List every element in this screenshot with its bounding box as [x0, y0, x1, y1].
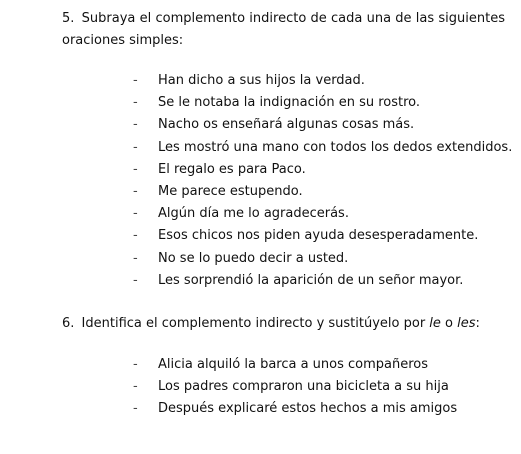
bullet-dash: - — [133, 272, 138, 288]
sentence-text: Les mostró una mano con todos los dedos extendidos. — [158, 139, 513, 155]
exercise-5-number: 5. — [62, 11, 75, 26]
list-item — [0, 225, 521, 247]
exercise-6-sentence-list — [0, 354, 521, 421]
list-item — [0, 248, 521, 270]
bullet-dash: - — [133, 250, 138, 266]
exercise-5-instruction: Subraya el complemento indirecto de cada una de las siguientes oraciones simples: — [62, 11, 505, 48]
sentence-text: Les sorprendió la aparición de un señor mayor. — [158, 272, 464, 288]
sentence-text: Algún día me lo agradecerás. — [158, 206, 349, 222]
instruction-colon: : — [475, 316, 480, 331]
sentence-text: No se lo puedo decir a usted. — [158, 250, 349, 266]
list-item — [0, 398, 521, 420]
sentence-text: El regalo es para Paco. — [158, 161, 306, 177]
pronoun-les: les — [457, 316, 476, 331]
bullet-dash: - — [133, 161, 138, 177]
connector-o: o — [440, 316, 458, 331]
exercise-6-instruction: Identifica el complemento indirecto y sustitúyelo por — [81, 316, 430, 331]
bullet-dash: - — [133, 228, 138, 244]
list-item — [0, 270, 521, 292]
list-item — [0, 92, 521, 114]
sentence-text: Me parece estupendo. — [158, 183, 303, 199]
list-item — [0, 181, 521, 203]
list-item — [0, 114, 521, 136]
exercise-6-number: 6. — [62, 316, 75, 331]
exercise-5-sentence-list — [0, 70, 521, 292]
exercise-5-heading — [62, 8, 505, 52]
bullet-dash: - — [133, 95, 138, 111]
list-item — [0, 137, 521, 159]
bullet-dash: - — [133, 357, 138, 372]
sentence-text: Esos chicos nos piden ayuda desesperadamente. — [158, 228, 479, 244]
list-item — [0, 70, 521, 92]
pronoun-le: le — [429, 316, 441, 331]
bullet-dash: - — [133, 117, 138, 133]
sentence-text: Alicia alquiló la barca a unos compañeros — [158, 357, 429, 372]
bullet-dash: - — [133, 139, 138, 155]
sentence-text: Después explicaré estos hechos a mis amigos — [158, 401, 458, 417]
list-item — [0, 159, 521, 181]
sentence-text: Han dicho a sus hijos la verdad. — [158, 73, 365, 88]
list-item — [0, 203, 521, 225]
bullet-dash: - — [133, 379, 138, 395]
list-item — [0, 376, 521, 398]
bullet-dash: - — [133, 206, 138, 222]
bullet-dash: - — [133, 401, 138, 417]
sentence-text: Se le notaba la indignación en su rostro. — [158, 95, 421, 111]
sentence-text: Nacho os enseñará algunas cosas más. — [158, 117, 415, 133]
sentence-text: Los padres compraron una bicicleta a su hija — [158, 379, 449, 395]
exercise-6-heading — [62, 313, 505, 335]
list-item — [0, 354, 521, 376]
bullet-dash: - — [133, 73, 138, 88]
bullet-dash: - — [133, 183, 138, 199]
